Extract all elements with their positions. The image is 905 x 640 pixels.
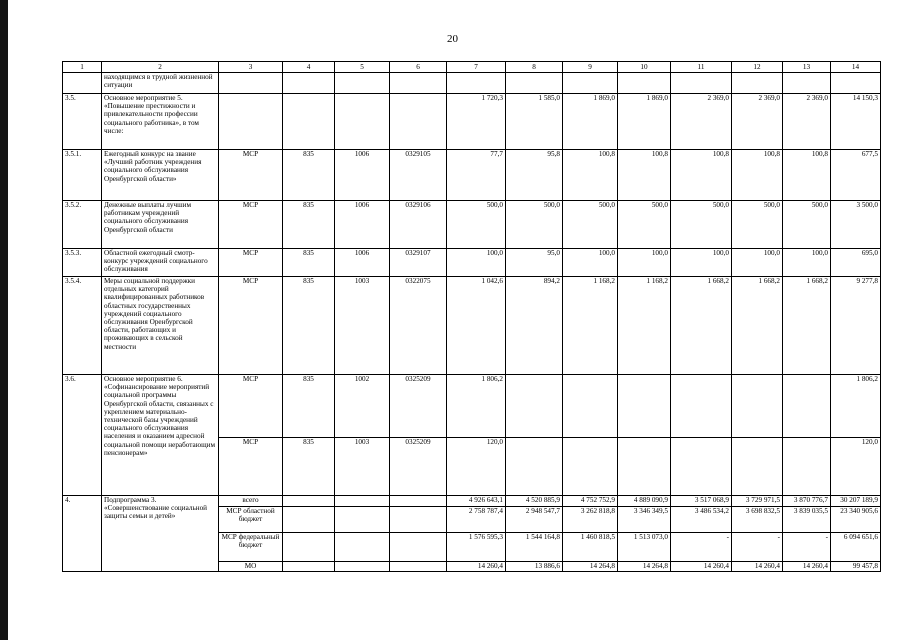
value-cell-12: 100,0 bbox=[732, 249, 783, 277]
csr-cell: 0329105 bbox=[390, 150, 447, 201]
value-cell-11: 100,0 bbox=[671, 249, 732, 277]
value-cell-8: 95,0 bbox=[506, 249, 563, 277]
value-cell-8: 500,0 bbox=[506, 201, 563, 249]
value-cell-14: 6 094 651,6 bbox=[831, 533, 881, 562]
rzpr-cell bbox=[335, 496, 390, 507]
value-cell-7: 14 260,4 bbox=[447, 562, 506, 572]
value-cell-13: 2 369,0 bbox=[783, 94, 831, 150]
value-cell-9: 1 168,2 bbox=[563, 277, 618, 375]
value-cell-9: 1 869,0 bbox=[563, 94, 618, 150]
executor-cell: МСР bbox=[219, 150, 283, 201]
table-row bbox=[63, 496, 881, 507]
value-cell-7: 77,7 bbox=[447, 150, 506, 201]
value-cell-13: 500,0 bbox=[783, 201, 831, 249]
column-number-5: 5 bbox=[335, 62, 390, 73]
value-cell-11: - bbox=[671, 533, 732, 562]
column-number-6: 6 bbox=[390, 62, 447, 73]
row-number: 3.5.1. bbox=[63, 150, 102, 201]
executor-cell: МО bbox=[219, 562, 283, 572]
value-cell-9: 1 460 818,5 bbox=[563, 533, 618, 562]
value-cell-9: 14 264,8 bbox=[563, 562, 618, 572]
value-cell-9 bbox=[563, 438, 618, 496]
value-cell-11: 500,0 bbox=[671, 201, 732, 249]
value-cell-13: 1 668,2 bbox=[783, 277, 831, 375]
value-cell-12: 500,0 bbox=[732, 201, 783, 249]
value-cell-13: 3 870 776,7 bbox=[783, 496, 831, 507]
value-cell-11 bbox=[671, 438, 732, 496]
value-cell-11: 3 486 534,2 bbox=[671, 507, 732, 533]
value-cell-11: 14 260,4 bbox=[671, 562, 732, 572]
value-cell-12: 14 260,4 bbox=[732, 562, 783, 572]
value-cell-10: 1 513 073,0 bbox=[618, 533, 671, 562]
value-cell-14 bbox=[831, 73, 881, 94]
value-cell-7: 120,0 bbox=[447, 438, 506, 496]
value-cell-8 bbox=[506, 438, 563, 496]
row-description: Меры социальной поддержки отдельных категорий квалифицированных работников областных государственных учреждений социального обслуживания Оренбургской области, работающих и проживающих в сельской местности bbox=[102, 277, 219, 375]
value-cell-7: 1 806,2 bbox=[447, 375, 506, 438]
value-cell-13: 100,0 bbox=[783, 249, 831, 277]
value-cell-14: 14 150,3 bbox=[831, 94, 881, 150]
budget-table bbox=[62, 61, 881, 572]
grbs-cell: 835 bbox=[283, 150, 335, 201]
row-number: 3.6. bbox=[63, 375, 102, 496]
value-cell-7: 1 576 595,3 bbox=[447, 533, 506, 562]
value-cell-10 bbox=[618, 438, 671, 496]
column-number-8: 8 bbox=[506, 62, 563, 73]
value-cell-11: 100,8 bbox=[671, 150, 732, 201]
csr-cell bbox=[390, 507, 447, 533]
csr-cell bbox=[390, 562, 447, 572]
value-cell-14: 30 207 189,9 bbox=[831, 496, 881, 507]
value-cell-11 bbox=[671, 73, 732, 94]
table-row bbox=[63, 73, 881, 94]
value-cell-7: 4 926 643,1 bbox=[447, 496, 506, 507]
rzpr-cell bbox=[335, 73, 390, 94]
row-description: Подпрограмма 3. «Совершенствование социальной защиты семьи и детей» bbox=[102, 496, 219, 572]
value-cell-7: 500,0 bbox=[447, 201, 506, 249]
value-cell-12: 1 668,2 bbox=[732, 277, 783, 375]
value-cell-10: 100,0 bbox=[618, 249, 671, 277]
value-cell-12 bbox=[732, 375, 783, 438]
value-cell-10: 14 264,8 bbox=[618, 562, 671, 572]
value-cell-14: 1 806,2 bbox=[831, 375, 881, 438]
value-cell-14: 99 457,8 bbox=[831, 562, 881, 572]
value-cell-9: 4 752 752,9 bbox=[563, 496, 618, 507]
value-cell-9: 500,0 bbox=[563, 201, 618, 249]
rzpr-cell bbox=[335, 562, 390, 572]
rzpr-cell bbox=[335, 94, 390, 150]
value-cell-8: 2 948 547,7 bbox=[506, 507, 563, 533]
csr-cell: 0325209 bbox=[390, 438, 447, 496]
value-cell-8: 95,8 bbox=[506, 150, 563, 201]
value-cell-7: 2 758 787,4 bbox=[447, 507, 506, 533]
value-cell-14: 23 340 905,6 bbox=[831, 507, 881, 533]
table-row bbox=[63, 201, 881, 249]
value-cell-11: 1 668,2 bbox=[671, 277, 732, 375]
column-number-2: 2 bbox=[102, 62, 219, 73]
value-cell-8 bbox=[506, 375, 563, 438]
value-cell-9 bbox=[563, 375, 618, 438]
row-description: Ежегодный конкурс на звание «Лучший работник учреждения социального обслуживания Оренбургской области» bbox=[102, 150, 219, 201]
csr-cell bbox=[390, 73, 447, 94]
table-body bbox=[63, 62, 881, 572]
value-cell-13: - bbox=[783, 533, 831, 562]
grbs-cell: 835 bbox=[283, 249, 335, 277]
value-cell-7: 1 720,3 bbox=[447, 94, 506, 150]
row-number: 3.5.4. bbox=[63, 277, 102, 375]
value-cell-14: 3 500,0 bbox=[831, 201, 881, 249]
value-cell-12 bbox=[732, 73, 783, 94]
row-number bbox=[63, 73, 102, 94]
value-cell-14: 120,0 bbox=[831, 438, 881, 496]
value-cell-10: 1 168,2 bbox=[618, 277, 671, 375]
value-cell-8: 13 886,6 bbox=[506, 562, 563, 572]
grbs-cell: 835 bbox=[283, 438, 335, 496]
grbs-cell: 835 bbox=[283, 201, 335, 249]
column-number-7: 7 bbox=[447, 62, 506, 73]
rzpr-cell: 1003 bbox=[335, 277, 390, 375]
value-cell-13: 3 839 035,5 bbox=[783, 507, 831, 533]
column-number-12: 12 bbox=[732, 62, 783, 73]
value-cell-13: 100,8 bbox=[783, 150, 831, 201]
column-number-9: 9 bbox=[563, 62, 618, 73]
table-row bbox=[63, 94, 881, 150]
csr-cell: 0325209 bbox=[390, 375, 447, 438]
rzpr-cell: 1006 bbox=[335, 150, 390, 201]
value-cell-7 bbox=[447, 73, 506, 94]
rzpr-cell: 1003 bbox=[335, 438, 390, 496]
value-cell-8: 894,2 bbox=[506, 277, 563, 375]
grbs-cell bbox=[283, 507, 335, 533]
value-cell-12: 3 729 971,5 bbox=[732, 496, 783, 507]
rzpr-cell bbox=[335, 533, 390, 562]
csr-cell: 0329106 bbox=[390, 201, 447, 249]
csr-cell bbox=[390, 94, 447, 150]
row-description: находящимся в трудной жизненной ситуации bbox=[102, 73, 219, 94]
grbs-cell bbox=[283, 562, 335, 572]
value-cell-10: 4 889 090,9 bbox=[618, 496, 671, 507]
executor-cell: МСР областной бюджет bbox=[219, 507, 283, 533]
value-cell-12: - bbox=[732, 533, 783, 562]
value-cell-10: 3 346 349,5 bbox=[618, 507, 671, 533]
column-number-10: 10 bbox=[618, 62, 671, 73]
csr-cell: 0322075 bbox=[390, 277, 447, 375]
row-description: Основное мероприятие 5. «Повышение престижности и привлекательности профессии социального работника», в том числе: bbox=[102, 94, 219, 150]
value-cell-12: 100,8 bbox=[732, 150, 783, 201]
value-cell-9: 3 262 818,8 bbox=[563, 507, 618, 533]
executor-cell: МСР bbox=[219, 277, 283, 375]
value-cell-12 bbox=[732, 438, 783, 496]
row-description: Денежные выплаты лучшим работникам учреждений социального обслуживания Оренбургской области bbox=[102, 201, 219, 249]
page-number: 20 bbox=[447, 33, 458, 45]
executor-cell: МСР bbox=[219, 249, 283, 277]
table-row bbox=[63, 249, 881, 277]
row-number: 3.5.2. bbox=[63, 201, 102, 249]
value-cell-10: 100,8 bbox=[618, 150, 671, 201]
executor-cell: МСР bbox=[219, 201, 283, 249]
value-cell-8: 1 585,0 bbox=[506, 94, 563, 150]
table-row bbox=[63, 277, 881, 375]
grbs-cell: 835 bbox=[283, 375, 335, 438]
column-number-1: 1 bbox=[63, 62, 102, 73]
value-cell-12: 3 698 832,5 bbox=[732, 507, 783, 533]
value-cell-10 bbox=[618, 375, 671, 438]
value-cell-13 bbox=[783, 438, 831, 496]
value-cell-11 bbox=[671, 375, 732, 438]
value-cell-11: 2 369,0 bbox=[671, 94, 732, 150]
table-row bbox=[63, 375, 881, 438]
table-row bbox=[63, 150, 881, 201]
rzpr-cell bbox=[335, 507, 390, 533]
value-cell-8 bbox=[506, 73, 563, 94]
value-cell-13 bbox=[783, 73, 831, 94]
row-number: 3.5.3. bbox=[63, 249, 102, 277]
executor-cell: МСР bbox=[219, 375, 283, 438]
csr-cell bbox=[390, 533, 447, 562]
column-number-3: 3 bbox=[219, 62, 283, 73]
row-number: 3.5. bbox=[63, 94, 102, 150]
executor-cell: всего bbox=[219, 496, 283, 507]
value-cell-10 bbox=[618, 73, 671, 94]
executor-cell: МСР федеральный бюджет bbox=[219, 533, 283, 562]
column-number-11: 11 bbox=[671, 62, 732, 73]
column-number-14: 14 bbox=[831, 62, 881, 73]
column-number-13: 13 bbox=[783, 62, 831, 73]
value-cell-9 bbox=[563, 73, 618, 94]
value-cell-9: 100,0 bbox=[563, 249, 618, 277]
column-number-4: 4 bbox=[283, 62, 335, 73]
grbs-cell bbox=[283, 94, 335, 150]
grbs-cell bbox=[283, 73, 335, 94]
executor-cell bbox=[219, 94, 283, 150]
row-number: 4. bbox=[63, 496, 102, 572]
value-cell-10: 1 869,0 bbox=[618, 94, 671, 150]
row-description: Областной ежегодный смотр-конкурс учреждений социального обслуживания bbox=[102, 249, 219, 277]
value-cell-12: 2 369,0 bbox=[732, 94, 783, 150]
rzpr-cell: 1006 bbox=[335, 249, 390, 277]
grbs-cell: 835 bbox=[283, 277, 335, 375]
value-cell-9: 100,8 bbox=[563, 150, 618, 201]
value-cell-14: 677,5 bbox=[831, 150, 881, 201]
value-cell-11: 3 517 068,9 bbox=[671, 496, 732, 507]
executor-cell bbox=[219, 73, 283, 94]
header-row bbox=[63, 62, 881, 73]
grbs-cell bbox=[283, 533, 335, 562]
grbs-cell bbox=[283, 496, 335, 507]
value-cell-7: 100,0 bbox=[447, 249, 506, 277]
value-cell-8: 1 544 164,8 bbox=[506, 533, 563, 562]
rzpr-cell: 1002 bbox=[335, 375, 390, 438]
value-cell-10: 500,0 bbox=[618, 201, 671, 249]
value-cell-14: 695,0 bbox=[831, 249, 881, 277]
csr-cell: 0329107 bbox=[390, 249, 447, 277]
value-cell-13 bbox=[783, 375, 831, 438]
executor-cell: МСР bbox=[219, 438, 283, 496]
rzpr-cell: 1006 bbox=[335, 201, 390, 249]
value-cell-8: 4 520 885,9 bbox=[506, 496, 563, 507]
scan-left-edge bbox=[0, 0, 8, 640]
row-description: Основное мероприятие 6. «Софинансирование мероприятий социальной программы Оренбургской области, связанных с укреплением материально-технической базы учреждений социального обслуживания населения и оказанием адресной социальной помощи неработающим пенсионерам» bbox=[102, 375, 219, 496]
value-cell-14: 9 277,8 bbox=[831, 277, 881, 375]
value-cell-7: 1 042,6 bbox=[447, 277, 506, 375]
value-cell-13: 14 260,4 bbox=[783, 562, 831, 572]
csr-cell bbox=[390, 496, 447, 507]
